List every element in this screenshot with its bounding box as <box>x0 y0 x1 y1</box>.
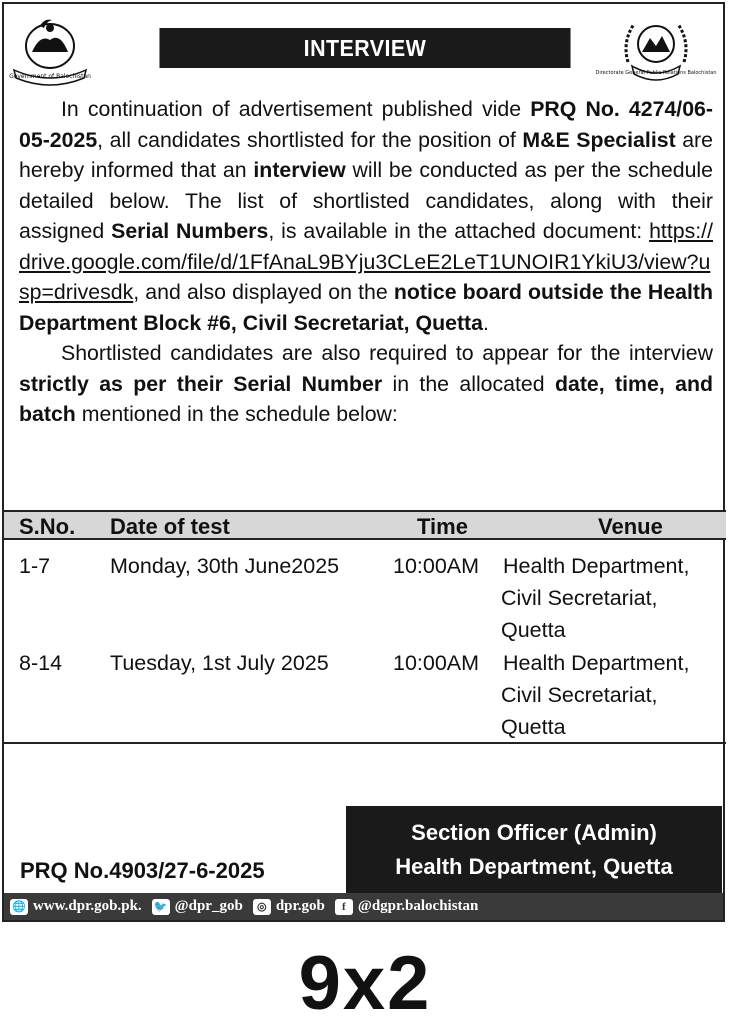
dgpr-emblem-icon <box>595 12 717 84</box>
balochistan-emblem-icon <box>10 12 90 84</box>
header-time: Time <box>417 514 468 539</box>
twitter-icon: 🐦 <box>152 899 170 915</box>
instagram-icon: ◎ <box>253 899 271 915</box>
footer-twitter[interactable]: 🐦 @dpr_gob <box>152 898 243 915</box>
facebook-icon: f <box>335 899 353 915</box>
table-bottom-divider <box>4 742 726 744</box>
header-date: Date of test <box>110 514 230 539</box>
footer-facebook[interactable]: f @dgpr.balochistan <box>335 898 479 915</box>
prq-number: PRQ No.4903/27-6-2025 <box>20 858 265 883</box>
schedule-table-header <box>4 510 726 540</box>
notice-body <box>19 94 713 430</box>
globe-icon: 🌐 <box>10 899 28 915</box>
signature-block <box>346 806 722 894</box>
paragraph-continuation: In continuation of advertisement published vide PRQ No. 4274/06-05-2025, all candidates shortlisted for the position of M&E Specialist are hereby informed that an interview will be conducted as per the schedule detailed below. The list of shortlisted candidates, along with their assigned Serial Numbers, is available in the attached document: https://drive.google.com/file/d/1FfAnaL9BYju3CLeE2LeT1UNOIR1YkiU3/view?usp=drivesdk, and also displayed on the notice board outside the Health Department Block #6, Civil Secretariat, Quetta. <box>19 97 713 335</box>
header-venue: Venue <box>598 514 663 539</box>
page-title: INTERVIEW <box>159 28 570 68</box>
footer-contacts <box>4 893 723 920</box>
footer-instagram[interactable]: ◎ dpr.gob <box>253 898 325 915</box>
ad-size-label: 9x2 <box>298 941 432 1026</box>
drive-link[interactable]: https://drive.google.com/file/d/1FfAnaL9BYju3CLeE2LeT1UNOIR1YkiU3/view?usp=drivesdk <box>19 219 713 304</box>
signature-department: Health Department, Quetta <box>395 854 673 879</box>
signature-designation: Section Officer (Admin) <box>411 820 657 845</box>
svg-text:Directorate General Public Rel: Directorate General Public Relations Balochistan <box>595 70 717 76</box>
svg-text:Government of Balochistan: Government of Balochistan <box>9 73 91 80</box>
footer-website[interactable]: 🌐 www.dpr.gob.pk. <box>10 898 142 915</box>
paragraph-instructions: Shortlisted candidates are also required to appear for the interview strictly as per their Serial Number in the allocated date, time, and batch mentioned in the schedule below: <box>19 341 713 426</box>
header-sno: S.No. <box>19 514 76 539</box>
